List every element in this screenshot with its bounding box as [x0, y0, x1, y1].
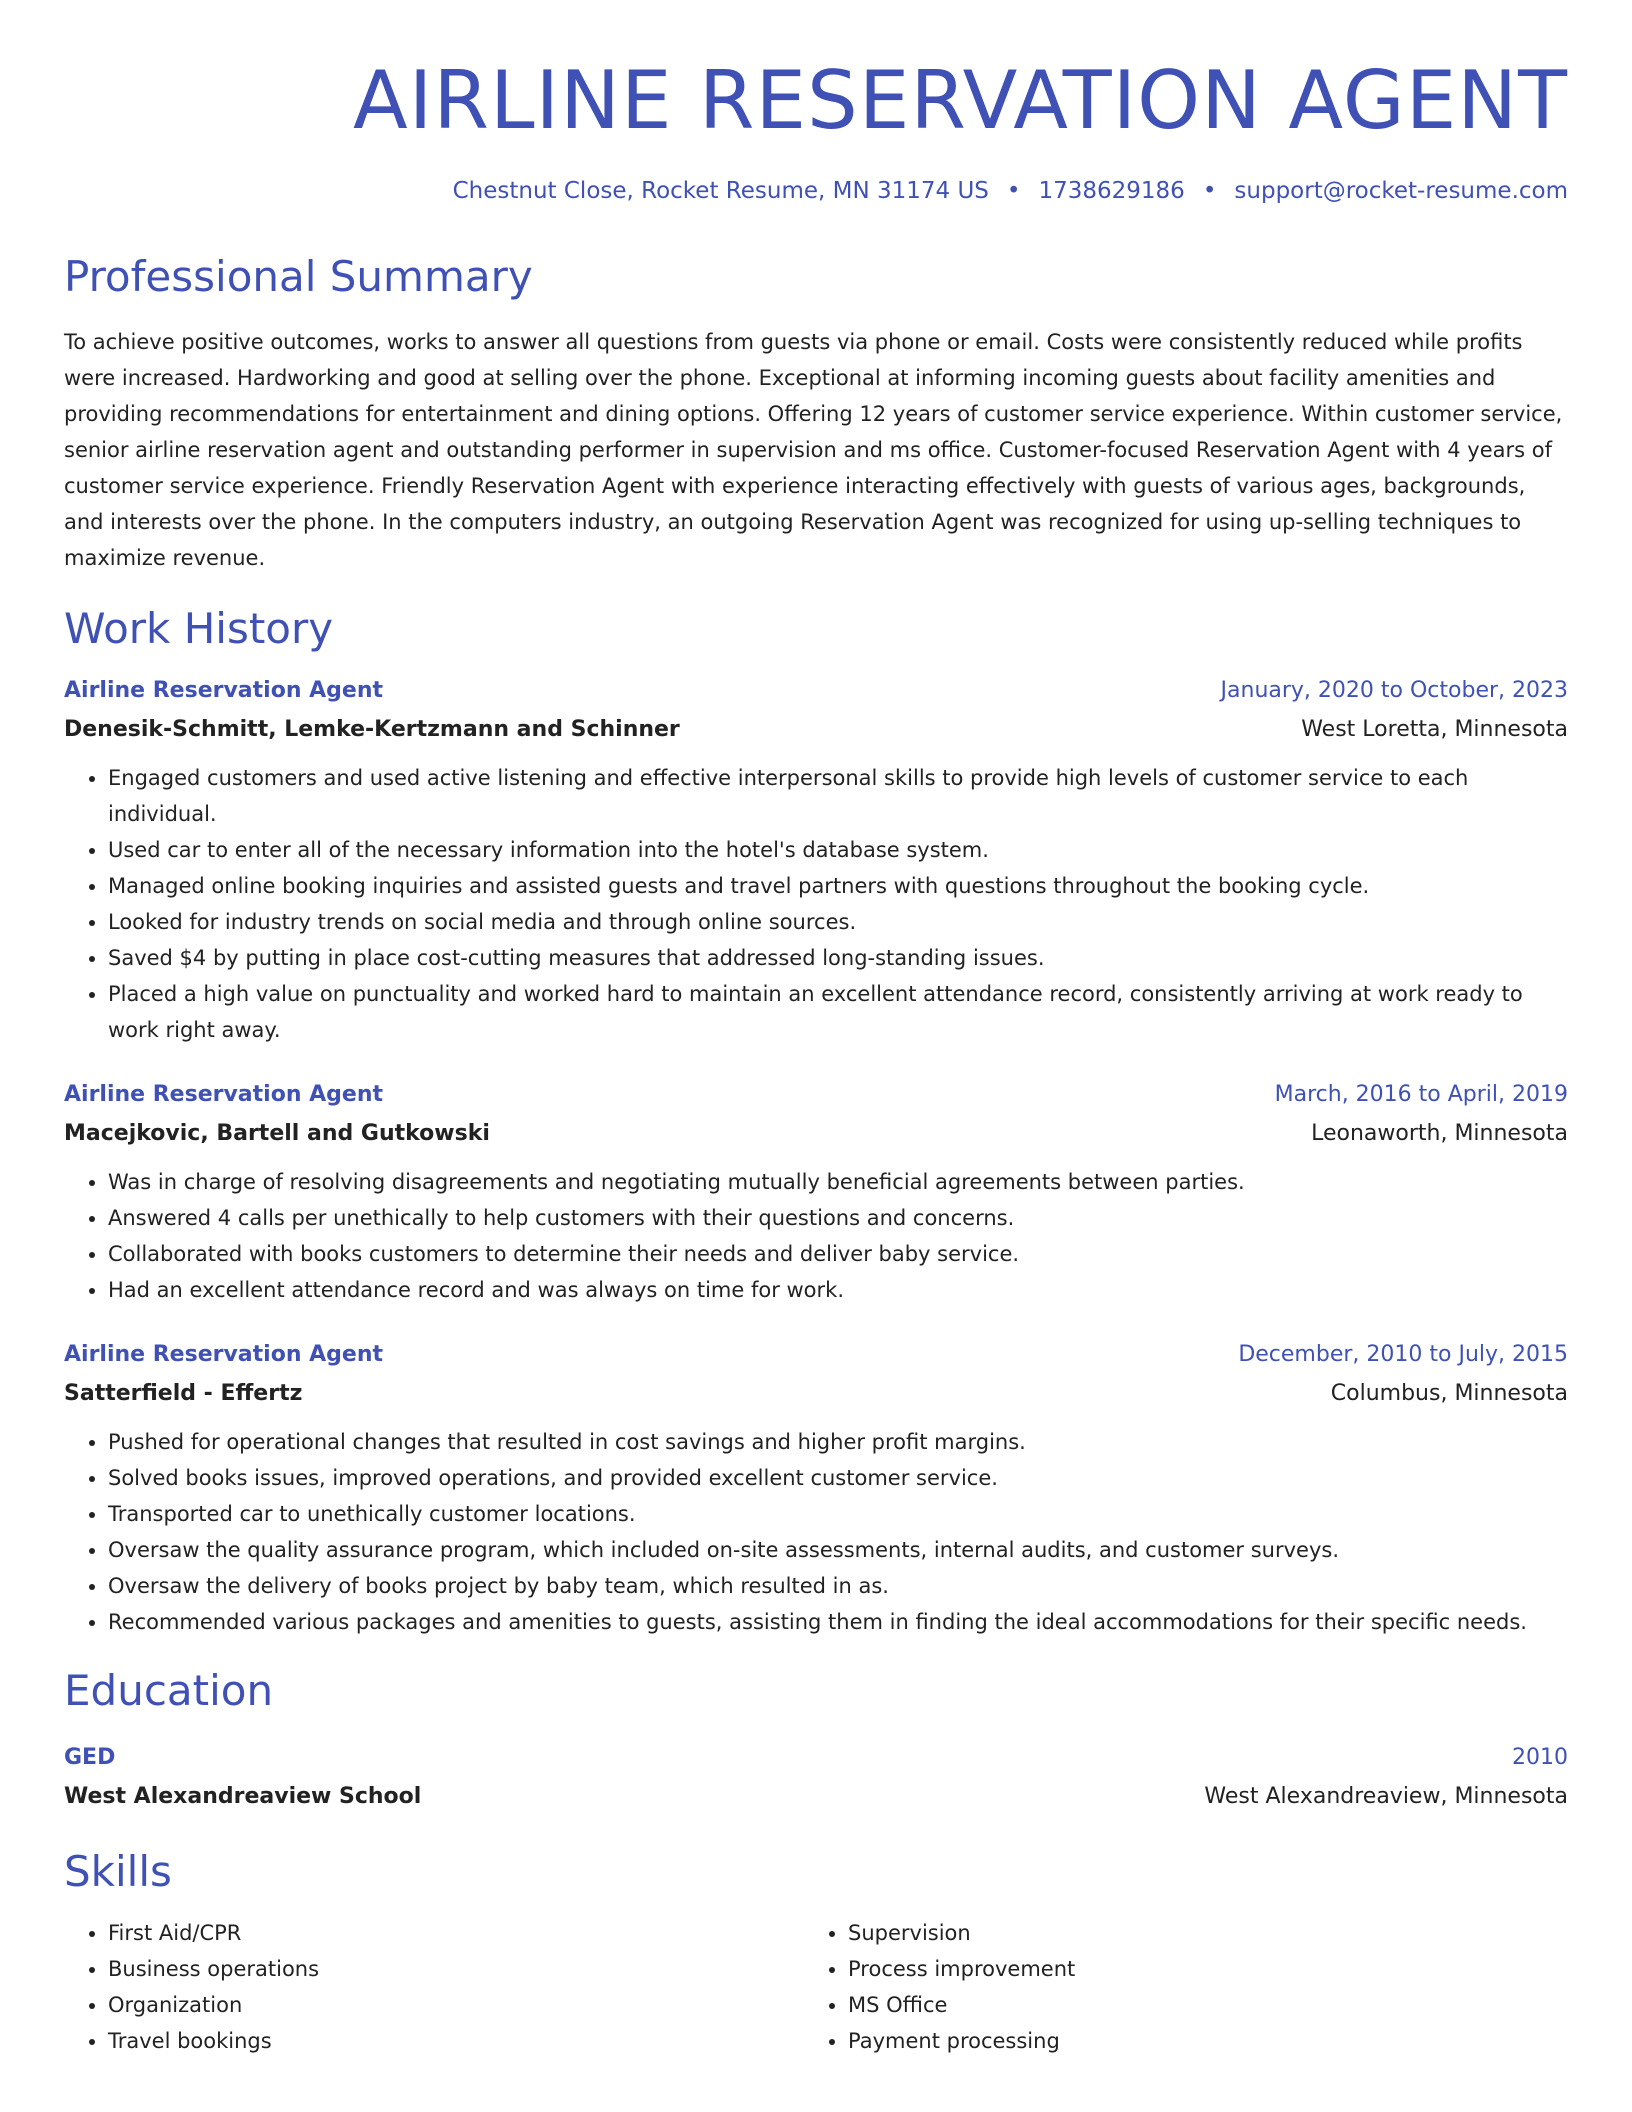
contact-separator: • [1006, 177, 1021, 204]
resume-name: AIRLINE RESERVATION AGENT [353, 54, 1568, 147]
job-bullets [64, 1424, 1568, 1640]
skill-item: • Travel bookings [108, 2023, 804, 2059]
skill-item: • Supervision [848, 1915, 1544, 1951]
job-bullet: • Was in charge of resolving disagreements and negotiating mutually beneficial agreements between parties. [108, 1164, 1568, 1200]
skills-grid [64, 1915, 1568, 2059]
job-bullet: • Engaged customers and used active listening and effective interpersonal skills to provide high levels of customer service to each individual. [108, 760, 1568, 832]
job-header-row [64, 1342, 1568, 1367]
job-bullet: • Used car to enter all of the necessary information into the hotel's database system. [108, 832, 1568, 868]
job-bullet: • Recommended various packages and amenities to guests, assisting them in finding the ideal accommodations for their specific needs. [108, 1604, 1568, 1640]
work-history-heading: Work History [64, 603, 334, 653]
job-bullet: • Solved books issues, improved operations, and provided excellent customer service. [108, 1460, 1568, 1496]
job-bullet: • Pushed for operational changes that resulted in cost savings and higher profit margins. [108, 1424, 1568, 1460]
skills-column-left [64, 1915, 804, 2059]
resume-header [64, 56, 1568, 204]
job-entry [64, 1082, 1568, 1308]
skills-heading: Skills [64, 1846, 172, 1896]
job-bullet: • Answered 4 calls per unethically to help customers with their questions and concerns. [108, 1200, 1568, 1236]
job-location: Leonaworth, Minnesota [1311, 1121, 1568, 1147]
job-dates: March, 2016 to April, 2019 [1274, 1082, 1568, 1108]
skill-item: • Business operations [108, 1951, 804, 1987]
education-entry [64, 1745, 1568, 1809]
job-company: Denesik-Schmitt, Lemke-Kertzmann and Schinner [64, 717, 680, 743]
job-header-row [64, 678, 1568, 703]
job-entry [64, 678, 1568, 1048]
job-company-row [64, 1121, 1568, 1146]
education-year: 2010 [1512, 1744, 1568, 1770]
skill-item: • Process improvement [848, 1951, 1544, 1987]
job-title: Airline Reservation Agent [64, 678, 384, 704]
job-bullets [64, 760, 1568, 1048]
education-school: West Alexandreaview School [64, 1783, 422, 1809]
skill-item: • Payment processing [848, 2023, 1544, 2059]
contact-separator: • [1202, 177, 1217, 204]
skill-item: • First Aid/CPR [108, 1915, 804, 1951]
job-entry [64, 1342, 1568, 1640]
summary-text: To achieve positive outcomes, works to answer all questions from guests via phone or email. Costs were consistently reduced while profits were increased. Hardworking and good at selling over the phone. Exceptional at informing incoming guests about facility amenities and providing recommendations for entertainment and dining options. Offering 12 years of customer service experience. Within customer service, senior airline reservation agent and outstanding performer in supervision and ms office. Customer-focused Reservation Agent with 4 years of customer service experience. Friendly Reservation Agent with experience interacting effectively with guests of various ages, backgrounds, and interests over the phone. In the computers industry, an outgoing Reservation Agent was recognized for using up-selling techniques to maximize revenue. [64, 329, 1563, 570]
job-company-row [64, 1381, 1568, 1406]
contact-phone: 1738629186 [1038, 177, 1185, 204]
education-header-row [64, 1745, 1568, 1770]
job-bullet: • Transported car to unethically customer locations. [108, 1496, 1568, 1532]
job-header-row [64, 1082, 1568, 1107]
job-company-row [64, 717, 1568, 742]
skill-item: • MS Office [848, 1987, 1544, 2023]
job-location: West Loretta, Minnesota [1301, 717, 1568, 743]
job-bullet: • Had an excellent attendance record and was always on time for work. [108, 1272, 1568, 1308]
job-bullets [64, 1164, 1568, 1308]
skills-column-right [804, 1915, 1544, 2059]
contact-line [64, 178, 1568, 204]
job-dates: January, 2020 to October, 2023 [1220, 678, 1568, 704]
education-heading: Education [64, 1666, 274, 1716]
job-location: Columbus, Minnesota [1330, 1381, 1568, 1407]
job-bullet: • Placed a high value on punctuality and worked hard to maintain an excellent attendance record, consistently arriving at work ready to work right away. [108, 976, 1568, 1048]
job-bullet: • Oversaw the delivery of books project by baby team, which resulted in as. [108, 1568, 1568, 1604]
job-bullet: • Managed online booking inquiries and assisted guests and travel partners with questions throughout the booking cycle. [108, 868, 1568, 904]
job-bullet: • Oversaw the quality assurance program, which included on-site assessments, internal audits, and customer surveys. [108, 1532, 1568, 1568]
job-company: Macejkovic, Bartell and Gutkowski [64, 1121, 490, 1147]
education-school-row [64, 1784, 1568, 1809]
contact-address: Chestnut Close, Rocket Resume, MN 31174 US [452, 177, 989, 204]
summary-heading: Professional Summary [64, 251, 533, 301]
education-location: West Alexandreaview, Minnesota [1204, 1783, 1568, 1809]
job-dates: December, 2010 to July, 2015 [1238, 1342, 1568, 1368]
job-bullet: • Looked for industry trends on social media and through online sources. [108, 904, 1568, 940]
education-degree: GED [64, 1744, 116, 1770]
contact-email[interactable]: support@rocket-resume.com [1234, 177, 1568, 204]
skill-item: • Organization [108, 1987, 804, 2023]
job-bullet: • Saved $4 by putting in place cost-cutting measures that addressed long-standing issues. [108, 940, 1568, 976]
job-title: Airline Reservation Agent [64, 1082, 384, 1108]
job-bullet: • Collaborated with books customers to determine their needs and deliver baby service. [108, 1236, 1568, 1272]
job-title: Airline Reservation Agent [64, 1342, 384, 1368]
job-company: Satterfield - Effertz [64, 1381, 303, 1407]
